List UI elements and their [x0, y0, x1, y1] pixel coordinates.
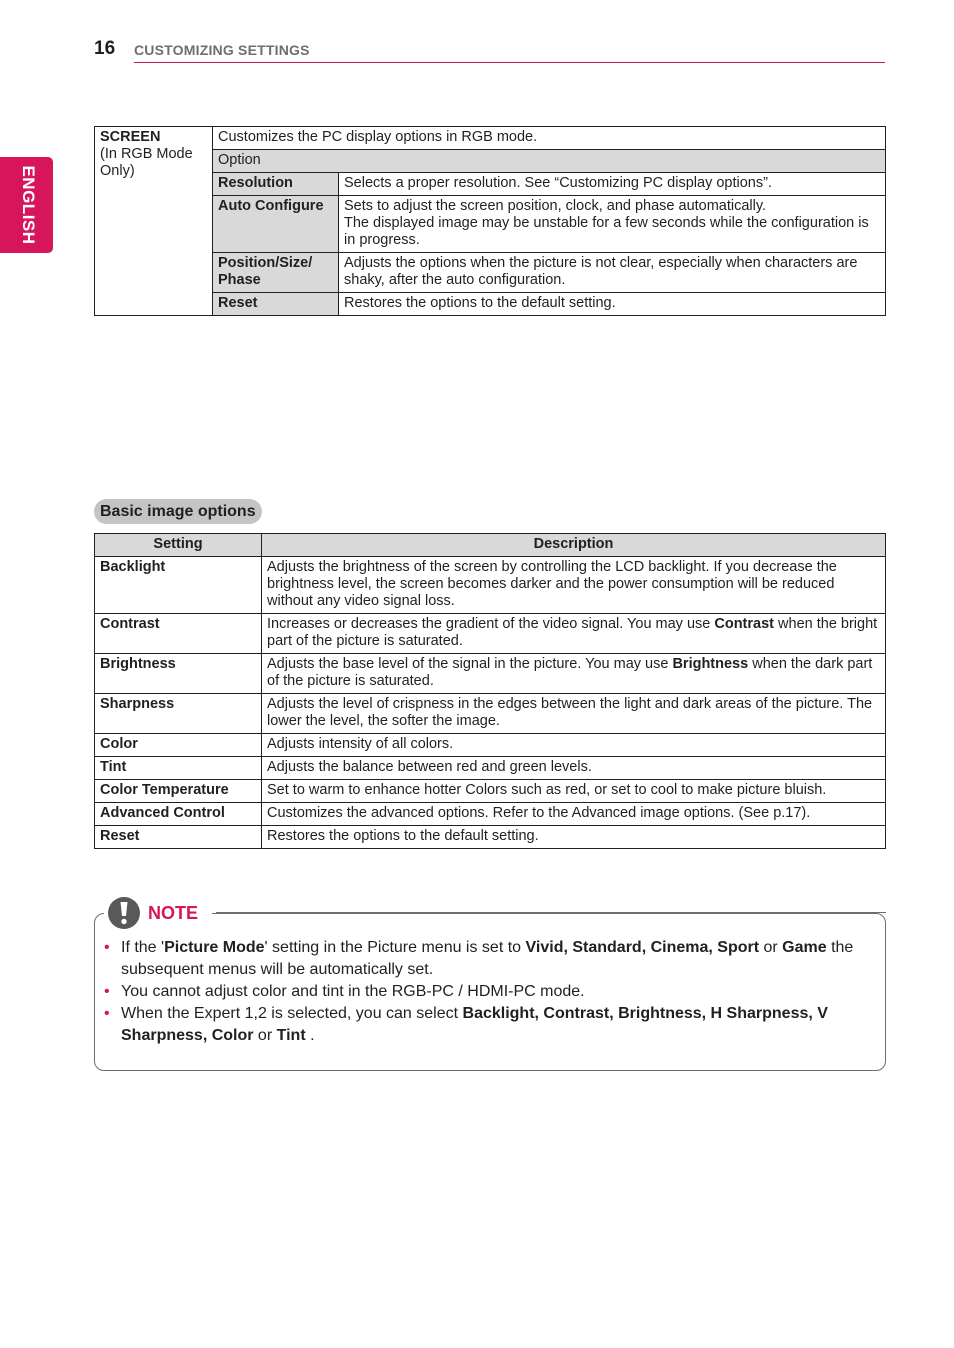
- bold-text: Contrast: [714, 616, 774, 632]
- note-list: [104, 937, 864, 1047]
- setting-name: Color: [95, 734, 262, 757]
- text: or: [759, 939, 783, 956]
- text: ' setting in the Picture menu is set to: [264, 939, 526, 956]
- table-row: [95, 757, 886, 780]
- text: Customizes the advanced options. Refer to the Advanced image options. (See p.17).: [267, 805, 811, 821]
- note-divider: [216, 912, 886, 913]
- option-description: Sets to adjust the screen position, clock, and phase automatically. The displayed image may be unstable for a few seconds while the configuration is in progress.: [339, 196, 886, 253]
- column-header-description: Description: [262, 534, 886, 557]
- setting-name: Sharpness: [95, 694, 262, 734]
- note-header: [104, 897, 212, 929]
- bold-text: Backlight, Contrast, Brightness, H Sharpness, V Sharpness, Color: [121, 1005, 828, 1044]
- text: Adjusts the balance between red and green levels.: [267, 759, 592, 775]
- text: Increases or decreases the gradient of the video signal. You may use: [267, 616, 715, 632]
- list-item: [104, 1003, 864, 1047]
- text: When the Expert 1,2 is selected, you can select: [121, 1005, 463, 1022]
- text: If the ': [121, 939, 165, 956]
- note-label: NOTE: [148, 902, 199, 923]
- setting-description: [262, 694, 886, 734]
- list-item: [104, 981, 864, 1003]
- setting-name: Brightness: [95, 654, 262, 694]
- setting-description: [262, 803, 886, 826]
- table-row: [95, 826, 886, 849]
- table-row: [95, 293, 886, 316]
- language-tab: [0, 157, 53, 253]
- option-name: Resolution: [213, 173, 339, 196]
- table-row: [95, 173, 886, 196]
- setting-description: [262, 757, 886, 780]
- setting-name: Tint: [95, 757, 262, 780]
- text: when the bright part of the picture is saturated.: [267, 616, 878, 649]
- list-item: [104, 937, 864, 981]
- page-header: [94, 38, 885, 63]
- bold-text: Vivid, Standard, Cinema, Sport: [525, 939, 760, 956]
- setting-name: Contrast: [95, 614, 262, 654]
- text: Set to warm to enhance hotter Colors such as red, or set to cool to make picture bluish.: [267, 782, 827, 798]
- table-row: [95, 196, 886, 253]
- language-tab-label: ENGLISH: [19, 165, 38, 245]
- option-name: Position/Size/ Phase: [213, 253, 339, 293]
- table-row: [95, 780, 886, 803]
- screen-subtitle: (In RGB Mode Only): [100, 146, 193, 179]
- option-description: Selects a proper resolution. See “Customizing PC display options”.: [339, 173, 886, 196]
- text: Restores the options to the default setting.: [267, 828, 539, 844]
- table-row: [95, 557, 886, 614]
- option-name: Auto Configure: [213, 196, 339, 253]
- text: or: [253, 1027, 277, 1044]
- text: the subsequent menus will be automatically set.: [121, 939, 854, 978]
- basic-options-table: [94, 533, 886, 849]
- text: when the dark part of the picture is saturated.: [267, 656, 873, 689]
- setting-description: [262, 557, 886, 614]
- option-header: Option: [213, 150, 886, 173]
- bold-text: Brightness: [672, 656, 749, 672]
- option-description: Adjusts the options when the picture is not clear, especially when characters are shaky, after the auto configuration.: [339, 253, 886, 293]
- table-row: [95, 654, 886, 694]
- bold-text: Picture Mode: [164, 939, 265, 956]
- setting-name: Color Temperature: [95, 780, 262, 803]
- text: Adjusts intensity of all colors.: [267, 736, 454, 752]
- option-description: Restores the options to the default setting.: [339, 293, 886, 316]
- bold-text: Game: [782, 939, 827, 956]
- screen-title: SCREEN: [100, 129, 161, 145]
- table-row: [95, 734, 886, 757]
- screen-title-cell: [95, 127, 213, 316]
- text: Adjusts the base level of the signal in the picture. You may use: [267, 656, 673, 672]
- setting-name: Advanced Control: [95, 803, 262, 826]
- page-number: 16: [94, 38, 116, 59]
- text: You cannot adjust color and tint in the RGB-PC / HDMI-PC mode.: [121, 983, 585, 1000]
- setting-description: [262, 614, 886, 654]
- section-heading-pill: Basic image options: [94, 499, 262, 524]
- text: Adjusts the level of crispness in the edges between the light and dark areas of the picture. The lower the level, the softer the image.: [267, 696, 873, 729]
- setting-name: Reset: [95, 826, 262, 849]
- text: Adjusts the brightness of the screen by controlling the LCD backlight. If you decrease the brightness level, the screen becomes darker and the power consumption will be reduced without any video signal loss.: [267, 559, 837, 609]
- section-title: CUSTOMIZING SETTINGS: [134, 42, 310, 58]
- setting-description: [262, 780, 886, 803]
- table-row: [95, 253, 886, 293]
- header-divider: [134, 62, 885, 63]
- setting-name: Backlight: [95, 557, 262, 614]
- table-row: [95, 614, 886, 654]
- setting-description: [262, 654, 886, 694]
- screen-description: Customizes the PC display options in RGB mode.: [213, 127, 886, 150]
- bold-text: Tint: [276, 1027, 306, 1044]
- exclamation-icon: [108, 897, 140, 929]
- setting-description: [262, 826, 886, 849]
- setting-description: [262, 734, 886, 757]
- text: .: [305, 1027, 315, 1044]
- column-header-setting: Setting: [95, 534, 262, 557]
- table-row: [95, 694, 886, 734]
- option-name: Reset: [213, 293, 339, 316]
- table-row: [95, 803, 886, 826]
- screen-options-table: [94, 126, 886, 316]
